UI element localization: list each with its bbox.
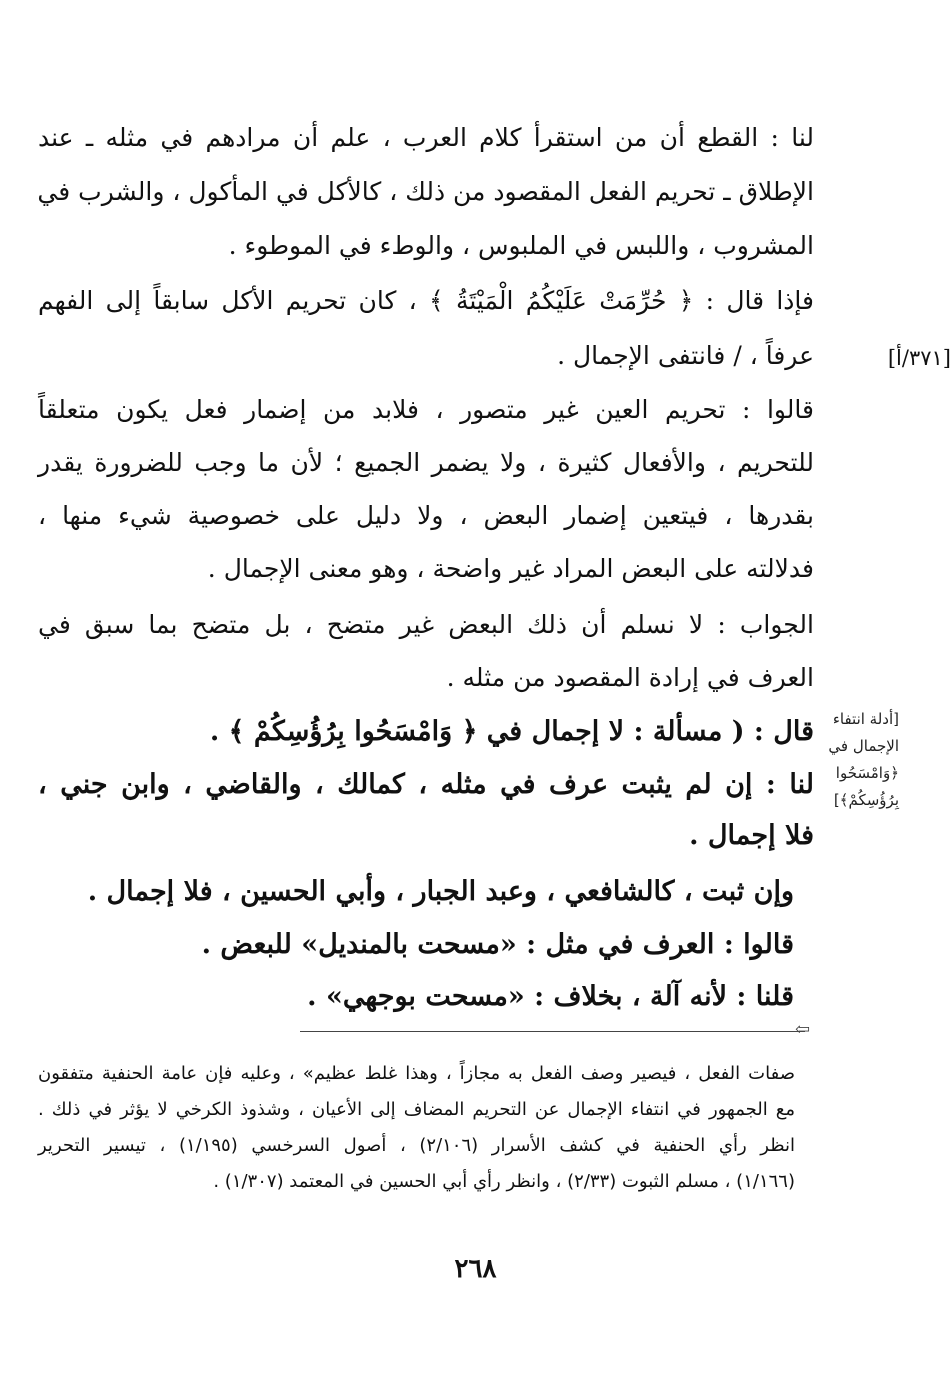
text-line: قلنا : لأنه آلة ، بخلاف : «مسحت بوجهي» . (307, 981, 794, 1012)
margin-note (807, 706, 899, 814)
margin-note-line: ﴿وَامْسَحُوا (835, 764, 899, 782)
footnote-separator (300, 1031, 805, 1032)
text-line: قالوا : تحريم العين غير متصور ، فلابد من إضمار فعل يكون متعلقاً (38, 395, 814, 424)
margin-note-line: بِرُؤُسِكُمْ﴾] (833, 791, 899, 809)
text-line: لنا : القطع أن من استقرأ كلام العرب ، علم أن مرادهم في مثله ـ عند (38, 123, 814, 152)
margin-note-line: [أدلة انتفاء (832, 710, 899, 728)
footnote-line: مع الجمهور في انتفاء الإجمال عن التحريم المضاف إلى الأعيان ، وشذوذ الكرخي لا يؤثر في ذلك . (38, 1099, 795, 1120)
text-line: فإذا قال : ﴿ حُرِّمَتْ عَلَيْكُمُ الْمَيْتَةُ ﴾ ، كان تحريم الأكل سابقاً إلى الفهم (38, 286, 814, 315)
text-line: الجواب : لا نسلم أن ذلك البعض غير متضح ، بل متضح بما سبق في (38, 610, 814, 639)
page-number: ٢٦٨ (454, 1254, 497, 1284)
text-line: عرفاً ، / فانتفى الإجمال . (557, 341, 814, 370)
folio-reference: [٣٧١/أ] (887, 346, 951, 370)
margin-note-line: الإجمال في (828, 737, 899, 755)
text-line: فلا إجمال . (689, 820, 814, 851)
footnote-line: انظر رأي الحنفية في كشف الأسرار (٢/١٠٦) ، أصول السرخسي (١/١٩٥) ، تيسير التحرير (38, 1135, 795, 1156)
text-line: الإطلاق ـ تحريم الفعل المقصود من ذلك ، كالأكل في المأكول ، والشرب في (37, 177, 814, 206)
text-line: للتحريم ، والأفعال كثيرة ، ولا يضمر الجميع ؛ لأن ما وجب للضرورة يقدر (38, 448, 814, 477)
text-line: لنا : إن لم يثبت عرف في مثله ، كمالك ، والقاضي ، وابن جني ، (38, 769, 814, 800)
footnote-line: صفات الفعل ، فيصير وصف الفعل به مجازاً ، وهذا غلط عظيم» ، وعليه فإن عامة الحنفية متفقون (38, 1063, 795, 1084)
footnote-line: (١/١٦٦) ، مسلم الثبوت (٢/٣٣) ، وانظر رأي أبي الحسين في المعتمد (١/٣٠٧) . (213, 1171, 795, 1192)
text-line: بقدرها ، فيتعين إضمار البعض ، ولا دليل على خصوصية شيء منها ، (38, 501, 814, 530)
text-line: فدلالته على البعض المراد غير واضحة ، وهو معنى الإجمال . (207, 554, 814, 583)
text-line: العرف في إرادة المقصود من مثله . (446, 663, 814, 692)
text-line: المشروب ، واللبس في الملبوس ، والوطء في الموطوء . (228, 231, 814, 260)
text-line: قالوا : العرف في مثل : «مسحت بالمنديل» للبعض . (201, 929, 794, 960)
footnote-continuation-arrow-icon: ⇦ (795, 1019, 811, 1040)
text-line: قال : ( مسألة : لا إجمال في ﴿ وَامْسَحُوا بِرُؤُسِكُمْ ﴾ . (209, 716, 814, 747)
text-line: وإن ثبت ، كالشافعي ، وعبد الجبار ، وأبي الحسين ، فلا إجمال . (87, 876, 794, 907)
